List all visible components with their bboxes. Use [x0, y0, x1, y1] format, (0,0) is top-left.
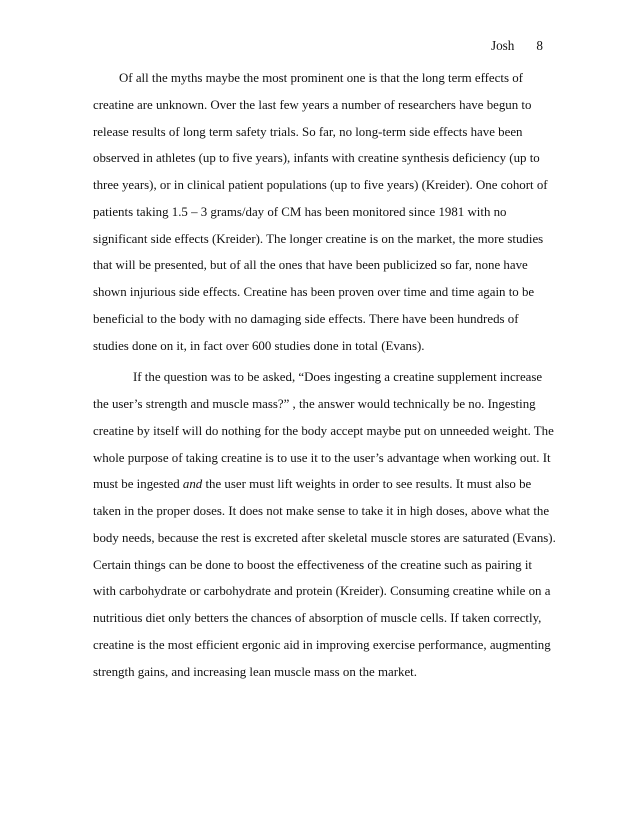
text-line: that will be presented, but of all the ones that have been publicized so far, none have: [93, 258, 528, 273]
text-line: significant side effects (Kreider). The longer creatine is on the market, the more studies: [93, 231, 544, 246]
body-text: [93, 65, 556, 685]
text-line: strength gains, and increasing lean muscle mass on the market.: [93, 664, 417, 679]
author-surname: Josh: [490, 38, 515, 53]
paragraph-2: [93, 364, 556, 685]
text-line: patients taking 1.5 – 3 grams/day of CM has been monitored since 1981 with no: [93, 204, 507, 219]
text-line: Certain things can be done to boost the effectiveness of the creatine such as pairing it: [93, 557, 532, 572]
text-line: shown injurious side effects. Creatine has been proven over time and time again to be: [93, 285, 535, 299]
text-line: beneficial to the body with no damaging side effects. There have been hundreds of: [93, 311, 519, 326]
text-line: release results of long term safety trials. So far, no long-term side effects have been: [93, 124, 523, 139]
text-line: creatine are unknown. Over the last few years a number of researchers have begun to: [93, 97, 532, 112]
paragraph-1: [93, 65, 553, 359]
text-line: with carbohydrate or carbohydrate and protein (Kreider). Consuming creatine while on a: [93, 584, 551, 599]
text-line: body needs, because the rest is excreted after skeletal muscle stores are saturated (Evans).: [93, 530, 556, 545]
page-header: [491, 36, 543, 56]
text-line: [93, 471, 553, 498]
text-line: creatine by itself will do nothing for the body accept maybe put on unneeded weight. The: [93, 423, 554, 438]
text-line: three years), or in clinical patient populations (up to five years) (Kreider). One cohort of: [93, 178, 548, 192]
text-line: Of all the myths maybe the most prominent one is that the long term effects of: [119, 71, 523, 85]
text-line: taken in the proper doses. It does not make sense to take it in high doses, above what the: [93, 504, 550, 518]
text-line: observed in athletes (up to five years), infants with creatine synthesis deficiency (up to: [93, 151, 540, 166]
emphasized-word: and: [182, 477, 203, 492]
text-line: If the question was to be asked, “Does ingesting a creatine supplement increase: [133, 370, 543, 385]
text-line: creatine is the most efficient ergonic aid in improving exercise performance, augmenting: [93, 637, 551, 652]
text-line: studies done on it, in fact over 600 studies done in total (Evans).: [93, 338, 425, 353]
text-segment: must be ingested: [93, 477, 183, 492]
text-segment: the user must lift weights in order to see results. It must also be: [202, 477, 532, 492]
text-line: whole purpose of taking creatine is to use it to the user’s advantage when working out. It: [93, 450, 551, 465]
text-line: the user’s strength and muscle mass?” , the answer would technically be no. Ingesting: [93, 397, 536, 411]
text-line: nutritious diet only betters the chances of absorption of muscle cells. If taken correctly,: [93, 611, 542, 625]
page-number: 8: [536, 38, 543, 53]
